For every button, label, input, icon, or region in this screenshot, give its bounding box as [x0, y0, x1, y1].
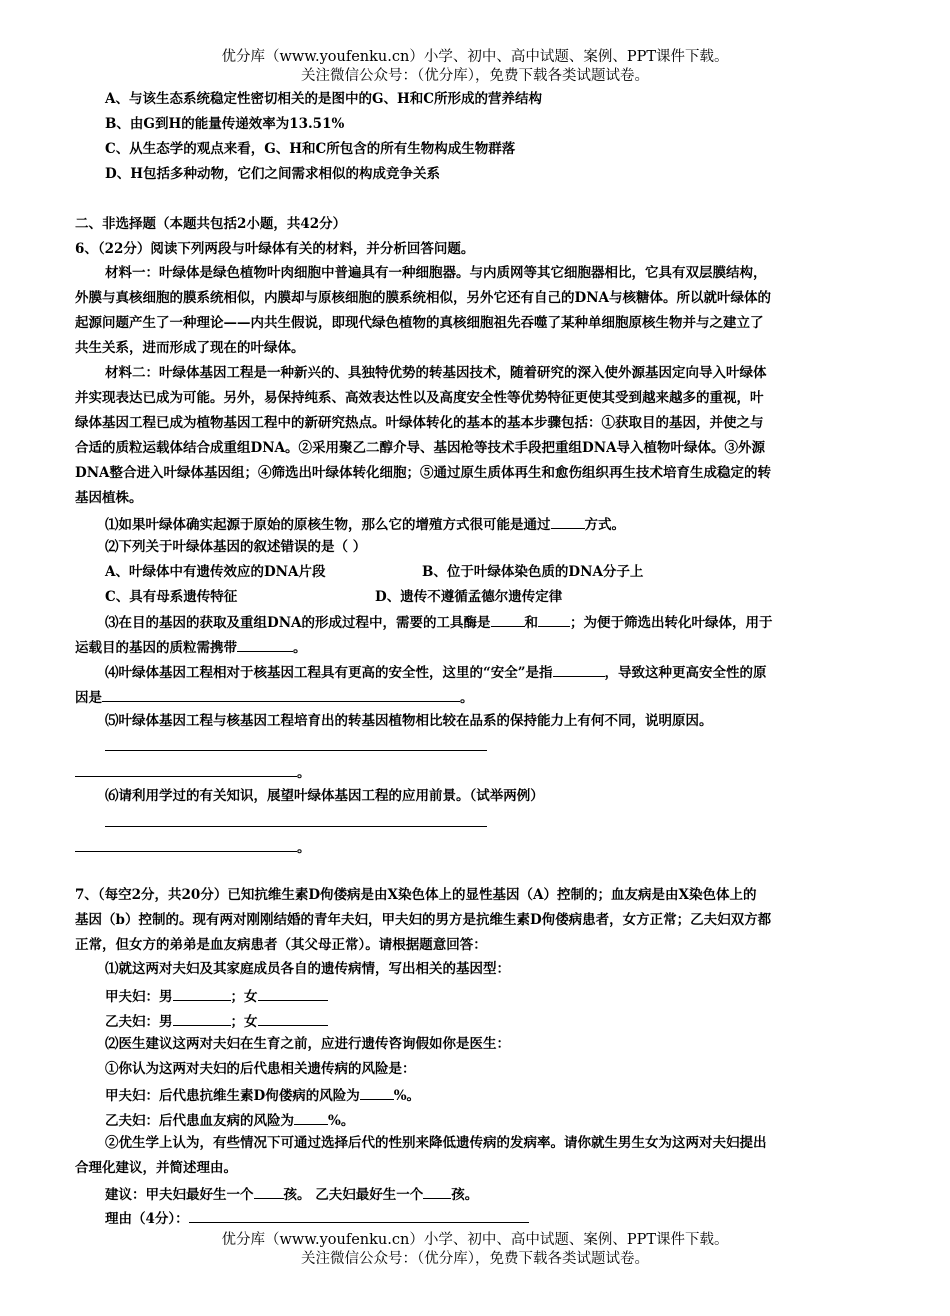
- answer-blank[interactable]: [75, 762, 297, 777]
- q7-yi-male-label: 乙夫妇：男: [105, 1014, 173, 1030]
- answer-blank[interactable]: [237, 637, 293, 652]
- q6-sub2: ⑵下列关于叶绿体基因的叙述错误的是（ ）: [105, 539, 367, 555]
- answer-blank[interactable]: [294, 1110, 328, 1125]
- q6-sub4-text-c: 因是: [75, 690, 102, 706]
- q7-sub2-c2-line2: 合理化建议，并简述理由。: [75, 1160, 237, 1176]
- q6-sub4-line2: [75, 687, 474, 707]
- q5-option-a: A、与该生态系统稳定性密切相关的是图中的G、H和C所形成的营养结构: [105, 91, 543, 107]
- q7-advice: [105, 1184, 478, 1204]
- q6-sub1-text: ⑴如果叶绿体确实起源于原始的原核生物，那么它的增殖方式很可能是通过: [105, 517, 551, 533]
- q6-sub2-option-b: B、位于叶绿体染色质的DNA分子上: [422, 564, 644, 580]
- q6-sub5: ⑸叶绿体基因工程与核基因工程培育出的转基因植物相比较在品系的保持能力上有何不同，说明原因。: [105, 713, 713, 729]
- answer-blank[interactable]: [491, 612, 525, 627]
- q6-material2-line4: 合适的质粒运载体结合成重组DNA。②采用聚乙二醇介导、基因枪等技术手段把重组DNA导入植物叶绿体。③外源: [75, 440, 766, 456]
- answer-blank[interactable]: [189, 1208, 529, 1223]
- answer-blank[interactable]: [423, 1184, 451, 1199]
- answer-line[interactable]: [105, 826, 487, 827]
- q6-stem: 6、（22分）阅读下列两段与叶绿体有关的材料，并分析回答问题。: [75, 241, 475, 257]
- q6-material2-line1: 材料二：叶绿体基因工程是一种新兴的、具独特优势的转基因技术，随着研究的深入使外源基因定向导入叶绿体: [105, 365, 767, 381]
- q7-jia-male-label: 甲夫妇：男: [105, 989, 173, 1005]
- q6-material2-line6: 基因植株。: [75, 490, 143, 506]
- q7-yi-risk: [105, 1110, 354, 1130]
- q7-advice-text-a: 建议：甲夫妇最好生一个: [105, 1187, 254, 1203]
- q7-advice-text-c: 孩。: [451, 1187, 479, 1203]
- q6-material1-line1: 材料一：叶绿体是绿色植物叶肉细胞中普遍具有一种细胞器。与内质网等其它细胞器相比，它具有双层膜结构，: [105, 265, 767, 281]
- q7-yi-risk-text: 乙夫妇：后代患血友病的风险为: [105, 1113, 294, 1129]
- q6-sub2-option-c: C、具有母系遗传特征: [105, 589, 238, 605]
- q6-sub4-line1: [105, 662, 767, 682]
- answer-blank[interactable]: [551, 514, 585, 529]
- q6-sub6-answer-end: [75, 837, 311, 857]
- q7-yi-genotype: [105, 1011, 328, 1031]
- answer-blank[interactable]: [75, 837, 297, 852]
- q7-line2: 基因（b）控制的。现有两对刚刚结婚的青年夫妇，甲夫妇的男方是抗维生素D佝偻病患者，女方正常；乙夫妇双方都: [75, 912, 772, 928]
- q7-sub2-c2-line1: ②优生学上认为，有些情况下可通过选择后代的性别来降低遗传病的发病率。请你就生男生女为这两对夫妇提出: [105, 1135, 767, 1151]
- q6-sub4-text-a: ⑷叶绿体基因工程相对于核基因工程具有更高的安全性，这里的“安全”是指: [105, 665, 553, 681]
- q6-sub5-answer-end: [75, 762, 311, 782]
- q6-sub1: [105, 514, 625, 534]
- section-2-title: 二、非选择题（本题共包括2小题，共42分）: [75, 216, 347, 232]
- q5-option-d: D、H包括多种动物，它们之间需求相似的构成竞争关系: [105, 166, 440, 182]
- header-line-1: 优分库（www.youfenku.cn）小学、初中、高中试题、案例、PPT课件下载。: [221, 49, 729, 65]
- answer-blank[interactable]: [538, 612, 570, 627]
- answer-line[interactable]: [105, 750, 487, 751]
- q6-material1-line3: 起源问题产生了一种理论——内共生假说，即现代绿色植物的真核细胞祖先吞噬了某种单细胞原核生物并与之建立了: [75, 315, 764, 331]
- q7-reason: [105, 1208, 529, 1228]
- answer-blank[interactable]: [173, 986, 231, 1001]
- footer-line-1: 优分库（www.youfenku.cn）小学、初中、高中试题、案例、PPT课件下载。: [221, 1232, 729, 1248]
- q7-line3: 正常，但女方的弟弟是血友病患者（其父母正常）。请根据题意回答：: [75, 937, 487, 953]
- q7-female-label: ；女: [230, 1014, 258, 1030]
- q6-material1-line4: 共生关系，进而形成了现在的叶绿体。: [75, 340, 305, 356]
- q7-sub2: ⑵医生建议这两对夫妇在生育之前，应进行遗传咨询假如你是医生：: [105, 1036, 510, 1052]
- header-line-2: 关注微信公众号：（优分库），免费下载各类试题试卷。: [301, 68, 649, 84]
- period: 。: [293, 640, 307, 656]
- period: 。: [297, 840, 311, 856]
- q7-sub2-c1: ①你认为这两对夫妇的后代患相关遗传病的风险是：: [105, 1061, 416, 1077]
- q7-jia-risk-text: 甲夫妇：后代患抗维生素D佝偻病的风险为: [105, 1088, 360, 1104]
- q6-material2-line2: 并实现表达已成为可能。另外，易保持纯系、高效表达性以及高度安全性等优势特征更使其受到越来越多的重视，叶: [75, 390, 764, 406]
- q7-advice-text-b: 孩。 乙夫妇最好生一个: [283, 1187, 424, 1203]
- q6-material2-line5: DNA整合进入叶绿体基因组；④筛选出叶绿体转化细胞；⑤通过原生质体再生和愈伤组织再生技术培育生成稳定的转: [75, 465, 772, 481]
- q6-sub3-text-c: ；为便于筛选出转化叶绿体，用于: [570, 615, 773, 631]
- footer-line-2: 关注微信公众号：（优分库），免费下载各类试题试卷。: [301, 1251, 649, 1267]
- answer-blank[interactable]: [258, 1011, 328, 1026]
- percent-sign: %。: [393, 1088, 421, 1104]
- q7-female-label: ；女: [230, 989, 258, 1005]
- answer-blank[interactable]: [173, 1011, 231, 1026]
- answer-blank[interactable]: [553, 662, 605, 677]
- percent-sign: %。: [328, 1113, 355, 1129]
- q6-sub4-text-b: ，导致这种更高安全性的原: [604, 665, 767, 681]
- answer-blank[interactable]: [360, 1085, 394, 1100]
- q7-reason-label: 理由（4分）：: [105, 1211, 189, 1227]
- q6-sub2-option-d: D、遗传不遵循孟德尔遗传定律: [375, 589, 563, 605]
- q7-sub1: ⑴就这两对夫妇及其家庭成员各自的遗传病情，写出相关的基因型：: [105, 961, 510, 977]
- q7-line1: 7、（每空2分，共20分）已知抗维生素D佝偻病是由X染色体上的显性基因（A）控制的；血友病是由X染色体上的: [75, 887, 757, 903]
- q6-sub3-text-a: ⑶在目的基因的获取及重组DNA的形成过程中，需要的工具酶是: [105, 615, 491, 631]
- q6-material2-line3: 绿体基因工程已成为植物基因工程中的新研究热点。叶绿体转化的基本的基本步骤包括：①获取目的基因，并使之与: [75, 415, 764, 431]
- period: 。: [460, 690, 474, 706]
- answer-blank[interactable]: [102, 687, 460, 702]
- answer-blank[interactable]: [258, 986, 328, 1001]
- q7-jia-risk: [105, 1085, 420, 1105]
- q5-option-c: C、从生态学的观点来看，G、H和C所包含的所有生物构成生物群落: [105, 141, 516, 157]
- q5-option-b: B、由G到H的能量传递效率为13.51%: [105, 116, 345, 132]
- q7-jia-genotype: [105, 986, 328, 1006]
- q6-sub3-text-d: 运载目的基因的质粒需携带: [75, 640, 237, 656]
- q6-sub3-line2: [75, 637, 307, 657]
- q6-sub6: ⑹请利用学过的有关知识，展望叶绿体基因工程的应用前景。（试举两例）: [105, 788, 544, 804]
- q6-sub2-option-a: A、叶绿体中有遗传效应的DNA片段: [105, 564, 326, 580]
- answer-blank[interactable]: [254, 1184, 284, 1199]
- q6-sub1-end: 方式。: [584, 517, 625, 533]
- q6-sub3-text-b: 和: [524, 615, 539, 631]
- period: 。: [297, 765, 311, 781]
- q6-sub3-line1: [105, 612, 773, 632]
- q6-material1-line2: 外膜与真核细胞的膜系统相似，内膜却与原核细胞的膜系统相似，另外它还有自己的DNA与核糖体。所以就叶绿体的: [75, 290, 772, 306]
